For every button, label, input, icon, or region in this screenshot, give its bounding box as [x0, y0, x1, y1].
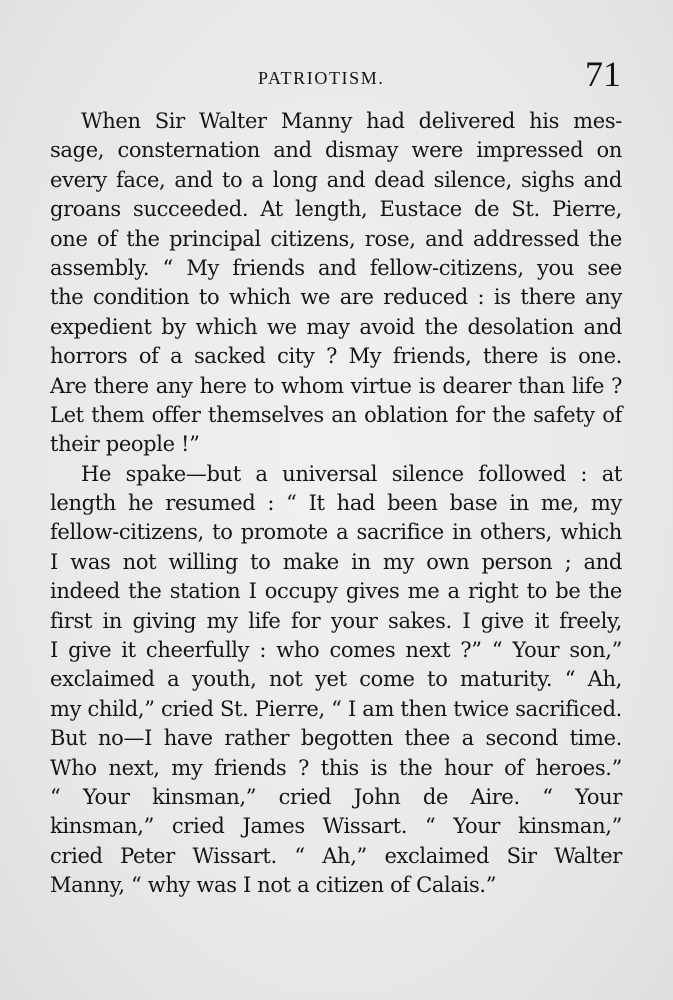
paragraph-2: [50, 460, 622, 901]
body-text: [50, 107, 622, 901]
text-line: I give it cheerfully : who comes next ?” “ Your son,”: [50, 638, 622, 663]
text-line: exclaimed a youth, not yet come to maturity. “ Ah,: [50, 667, 622, 692]
text-line: assembly. “ My friends and fellow-citizens, you see: [50, 255, 622, 280]
paragraph-1: [50, 107, 622, 460]
running-head-title: PATRIOTISM.: [258, 68, 385, 88]
text-line: indeed the station I occupy gives me a right to be the: [50, 579, 622, 604]
text-line: first in giving my life for your sakes. I give it freely,: [50, 608, 622, 633]
text-line: my child,” cried St. Pierre, “ I am then twice sacrificed.: [50, 696, 622, 721]
text-line: I was not willing to make in my own person ; and: [50, 549, 622, 574]
text-line: fellow-citizens, to promote a sacrifice in others, which: [50, 520, 622, 545]
page-number: 71: [585, 54, 621, 94]
text-line: Let them offer themselves an oblation for the safety of: [50, 402, 622, 427]
text-line: the condition to which we are reduced : is there any: [50, 285, 622, 310]
text-line: one of the principal citizens, rose, and addressed the: [50, 226, 622, 251]
text-line: “ Your kinsman,” cried John de Aire. “ Your: [50, 784, 622, 809]
text-line: cried Peter Wissart. “ Ah,” exclaimed Sir Walter: [50, 843, 622, 868]
text-line: sage, consternation and dismay were impressed on: [50, 138, 622, 163]
text-line: kinsman,” cried James Wissart. “ Your kinsman,”: [50, 814, 622, 839]
text-line: expedient by which we may avoid the desolation and: [50, 314, 622, 339]
text-line: When Sir Walter Manny had delivered his mes-: [81, 109, 622, 133]
text-line: every face, and to a long and dead silence, sighs and: [50, 167, 622, 192]
text-line: Manny, “ why was I not a citizen of Calais.”: [50, 873, 497, 898]
running-head: [0, 54, 673, 102]
text-line: horrors of a sacked city ? My friends, there is one.: [50, 344, 622, 369]
text-line: length he resumed : “ It had been base in me, my: [50, 491, 622, 516]
text-line: But no—I have rather begotten thee a second time.: [50, 726, 622, 751]
text-line: Are there any here to whom virtue is dearer than life ?: [50, 373, 622, 398]
text-line: He spake—but a universal silence followed : at: [81, 461, 622, 486]
text-line: Who next, my friends ? this is the hour of heroes.”: [50, 755, 622, 780]
text-line: groans succeeded. At length, Eustace de St. Pierre,: [50, 197, 622, 222]
text-line: their people !”: [50, 432, 200, 457]
